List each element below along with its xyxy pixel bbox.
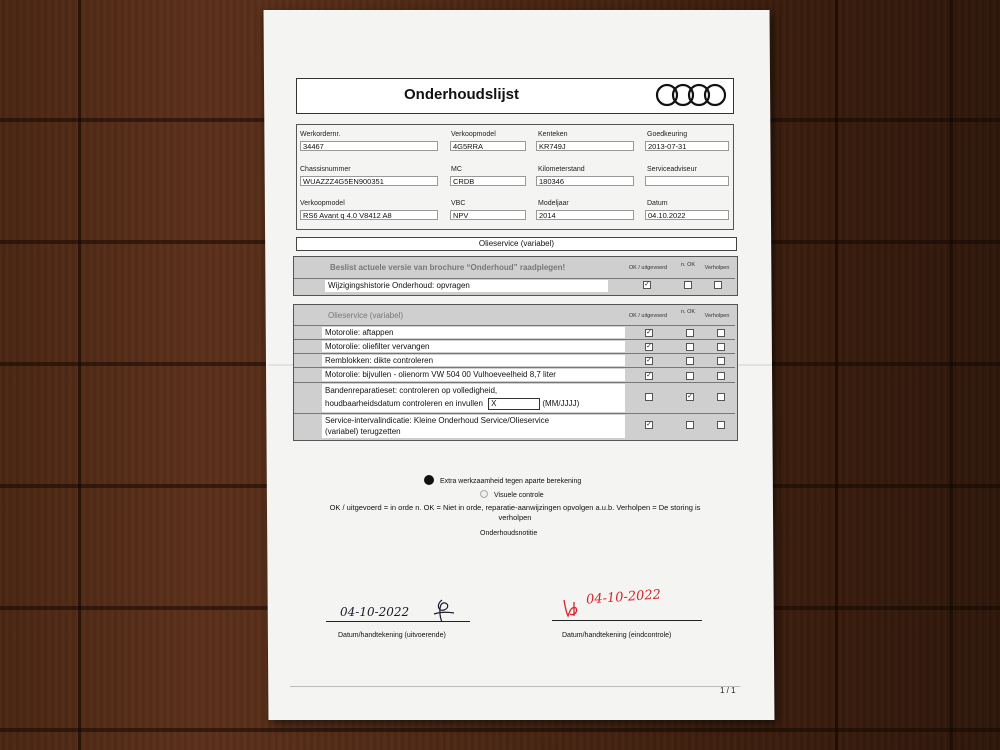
row-text-block <box>322 384 625 412</box>
checkbox-ok[interactable]: ✓ <box>644 281 650 288</box>
field-value: WUAZZZ4G5EN900351 <box>300 176 438 186</box>
checkbox-nok[interactable] <box>686 329 694 337</box>
row-divider <box>294 382 735 383</box>
row-text-block <box>322 415 625 438</box>
checkbox-nok[interactable] <box>686 372 694 380</box>
row-text: Wijzigingshistorie Onderhoud: opvragen <box>325 280 608 292</box>
signature-right-icon <box>560 596 586 620</box>
legend-explanation-line: verholpen <box>498 513 532 522</box>
handwritten-date-right: 04-10-2022 <box>585 587 662 608</box>
legend-visual: Visuele controle <box>494 492 544 499</box>
signature-line <box>326 621 470 622</box>
checkbox-ok[interactable]: ✓ <box>646 372 652 379</box>
page-title: Onderhoudslijst <box>404 86 520 103</box>
wood-seam <box>835 0 838 750</box>
checkbox-fixed[interactable] <box>717 372 725 380</box>
checkbox-fixed[interactable] <box>717 421 725 429</box>
row-divider <box>294 353 735 354</box>
field-value: 2013-07-31 <box>645 141 729 151</box>
checkbox-ok[interactable]: ✓ <box>646 343 652 350</box>
checkbox-ok[interactable]: ✓ <box>646 329 652 336</box>
section-title: Olieservice (variabel) <box>296 237 737 251</box>
signature-line <box>552 620 702 621</box>
field-value: CRDB <box>450 176 526 186</box>
row-text-line: Bandenreparatieset: controleren op volledigheid, <box>325 386 498 395</box>
row-divider <box>294 325 735 326</box>
field-label: VBC <box>451 200 466 207</box>
field-label: Goedkeuring <box>647 131 688 138</box>
row-text-line: Service-intervalindicatie: Kleine Onderhoud Service/Olieservice <box>325 416 550 425</box>
row-text: Remblokken: dikte controleren <box>322 355 625 366</box>
checkbox-nok[interactable]: ✓ <box>687 393 693 400</box>
row-divider <box>294 339 735 340</box>
field-label: Datum <box>647 200 668 207</box>
col-fixed-header: Verholpen <box>704 265 730 271</box>
row-divider <box>294 413 735 414</box>
field-label: Verkoopmodel <box>300 200 345 207</box>
field-label: MC <box>451 166 462 173</box>
field-value: 180346 <box>536 176 634 186</box>
field-value: 34467 <box>300 141 438 151</box>
field-value: KR749J <box>536 141 634 151</box>
expiry-date-field[interactable]: X <box>488 398 540 410</box>
col-nok-header: n. OK <box>680 262 696 268</box>
legend-extra: Extra werkzaamheid tegen aparte berekening <box>440 478 582 485</box>
row-text-line: houdbaarheidsdatum controleren en invullen <box>325 399 483 408</box>
handwritten-date-left: 04-10-2022 <box>340 605 410 619</box>
field-value <box>645 176 729 186</box>
checkbox-fixed[interactable] <box>717 329 725 337</box>
eye-icon <box>480 490 488 498</box>
checkbox-ok[interactable]: ✓ <box>646 421 652 428</box>
checkbox-fixed[interactable] <box>717 357 725 365</box>
row-text: Motorolie: aftappen <box>322 327 625 338</box>
col-fixed-header: Verholpen <box>704 313 730 319</box>
checkbox-nok[interactable] <box>686 343 694 351</box>
field-value: RS6 Avant q 4.0 V8412 A8 <box>300 210 438 220</box>
notes-label: Onderhoudsnotitie <box>480 530 538 537</box>
signature-label-right: Datum/handtekening (eindcontrole) <box>562 632 672 639</box>
checkbox-ok[interactable]: ✓ <box>646 357 652 364</box>
field-label: Kilometerstand <box>538 166 585 173</box>
checkbox-ok[interactable] <box>645 393 653 401</box>
row-text-line: (variabel) terugzetten <box>325 427 401 436</box>
field-label: Werkordernr. <box>300 131 341 138</box>
signature-label-left: Datum/handtekening (uitvoerende) <box>338 632 446 639</box>
col-nok-header: n. OK <box>680 309 696 315</box>
row-text: Motorolie: bijvullen - olienorm VW 504 00 Vulhoeveelheid 8,7 liter <box>322 369 625 381</box>
field-label: Chassisnummer <box>300 166 351 173</box>
legend-explanation <box>300 503 730 523</box>
field-label: Kenteken <box>538 131 568 138</box>
row-text-line-with-input <box>325 397 625 410</box>
field-label: Modeljaar <box>538 200 569 207</box>
filled-circle-icon <box>424 475 434 485</box>
col-ok-header: OK / uitgevoerd <box>628 313 668 319</box>
field-value: NPV <box>450 210 526 220</box>
checkbox-nok[interactable] <box>684 281 692 289</box>
expiry-date-unit: (MM/JJJJ) <box>542 399 580 408</box>
row-text: Motorolie: oliefilter vervangen <box>322 341 625 352</box>
field-value: 4G5RRA <box>450 141 526 151</box>
checkbox-fixed[interactable] <box>717 343 725 351</box>
field-value: 2014 <box>536 210 634 220</box>
audi-logo-icon <box>654 82 730 108</box>
page-number: 1 / 1 <box>720 686 736 695</box>
footer-rule <box>290 686 740 687</box>
checkbox-fixed[interactable] <box>717 393 725 401</box>
checkbox-fixed[interactable] <box>714 281 722 289</box>
table-2-header: Olieservice (variabel) <box>328 311 404 320</box>
legend-explanation-line: OK / uitgevoerd = in orde n. OK = Niet in orde, reparatie-aanwijzingen opvolgen a.u.b. Verholpen = De storing is <box>329 503 701 512</box>
col-ok-header: OK / uitgevoerd <box>628 265 668 271</box>
wood-seam <box>950 0 953 750</box>
checkbox-nok[interactable] <box>686 357 694 365</box>
field-value: 04.10.2022 <box>645 210 729 220</box>
field-label: Verkoopmodel <box>451 131 496 138</box>
checkbox-nok[interactable] <box>686 421 694 429</box>
wood-seam <box>78 0 81 750</box>
row-divider <box>294 367 735 368</box>
table-1-header: Beslist actuele versie van brochure “Onderhoud” raadplegen! <box>330 263 566 272</box>
field-label: Serviceadviseur <box>647 166 697 173</box>
